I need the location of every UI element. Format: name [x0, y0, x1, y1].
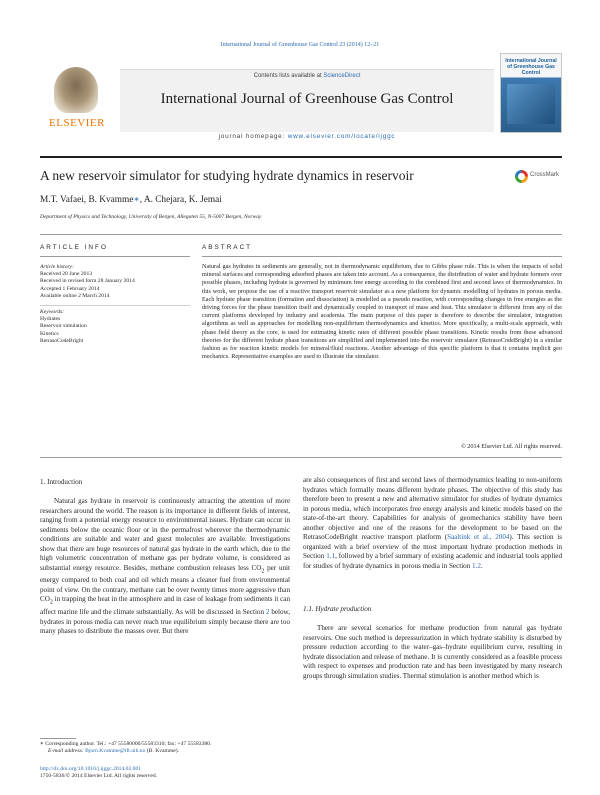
keyword: RetrasoCodeBright [40, 337, 84, 344]
journal-cover-image[interactable] [500, 53, 562, 133]
article-info-rule [40, 256, 190, 257]
running-head[interactable]: International Journal of Greenhouse Gas Control 23 (2014) 12–21 [220, 42, 380, 48]
corresponding-author-marker[interactable]: ∗ [133, 195, 140, 205]
journal-masthead [40, 53, 562, 140]
body-paragraph [303, 476, 562, 571]
subscript: 2 [261, 567, 265, 574]
footnote-rule [40, 738, 76, 739]
publication-info [40, 766, 157, 781]
history-item: Received 20 June 2013 [40, 271, 93, 278]
left-column [40, 497, 290, 637]
crossmark-badge[interactable] [515, 170, 561, 186]
sciencedirect-link[interactable]: ScienceDirect [323, 73, 361, 79]
keywords-label: Keywords: [40, 309, 65, 315]
section-ref-link[interactable]: 2 [265, 608, 270, 617]
body-paragraph [40, 497, 290, 637]
homepage-link[interactable]: www.elsevier.com/locate/ijggc [287, 133, 396, 140]
text-run: Natural gas hydrate in reservoir is continuously attracting the attention of more researchers around the world. The reason is its importance in different fields of interest, ranging from a potential energy resource to environmental issues. Hydrate can occur in sediments below the oceanic floor or in the permafrost wherever the thermodynamic conditions are suitable and water and guest molecules are available. Investigations show that there are huge resources of natural gas hydrate in the earth which, due to the high volumetric concentration of methane gas per hydrate volume, is considered as substantial energy resource. Besides, methane combustion releases less CO [40, 497, 290, 572]
text-run: . [480, 561, 483, 570]
article-info-heading: ARTICLE INFO [40, 244, 108, 251]
contents-line [120, 73, 494, 79]
cover-artwork [507, 84, 555, 124]
elsevier-tree-icon [54, 67, 98, 113]
history-label: Article history: [40, 264, 75, 270]
history-item: Available online 2 March 2014 [40, 292, 110, 299]
text-run: below, hydrates in porous media can never reach true equilibrium simply because there are too many phases to distribute the masses over. But there [40, 608, 290, 636]
section-heading: 1. Introduction [40, 478, 83, 486]
email-suffix: (B. Kvamme). [145, 748, 179, 755]
journal-homepage [120, 133, 494, 140]
affiliation: Department of Physics and Technology, University of Bergen, Allegaten 55, N-5007 Bergen, Norway [40, 214, 262, 220]
keywords [40, 309, 190, 345]
history-item: Accepted 1 February 2014 [40, 285, 100, 292]
crossmark-label: CrossMark [530, 172, 560, 178]
keyword: Reservoir simulation [40, 323, 87, 330]
text-run: are also consequences of first and second laws of thermodynamics leading to non-uniform hydrates which formally means different hydrate phases. The objective of this study has therefore been to present a new and alternative simulator for studies of hydrate dynamics in porous media, which incorporates free energy analysis and kinetic models based on the state-of-the-art theory. Capabilities for analysis of geomechanics stability have been another objective and one of the reasons for the development to be based on the RetrasoCodeBright reactive transport platform ( [303, 476, 562, 541]
cover-title: International Journal of Greenhouse Gas Control [505, 58, 557, 76]
authors-part-2: , A. Chejara, K. Jemai [139, 195, 222, 205]
text-run: per unit energy compared to both coal and oil which means a cleaner fuel from environmental point of view. On the contrary, methane can be over twenty times more aggressive than CO [40, 563, 290, 604]
authors-part-1: M.T. Vafaei, B. Kvamme [40, 195, 134, 205]
email-label: E-mail address: [48, 748, 86, 755]
text-run: ). This section is organized with a brief overview of the most important hydrate production methods in Section [303, 533, 562, 560]
masthead-banner [120, 69, 494, 140]
abstract-heading: ABSTRACT [202, 244, 253, 251]
citation-link[interactable]: Saaltink et al., 2004 [447, 533, 510, 541]
homepage-label: journal homepage: [218, 133, 286, 140]
text-run: in trapping the heat in the atmosphere and in case of leakage from sediments it can affect marine life and the climate substantially. As will be discussed in Section [40, 595, 290, 617]
subsection-heading: 1.1. Hydrate production [303, 605, 372, 613]
footnote [40, 741, 290, 756]
section-divider [40, 234, 562, 235]
keyword: Kinetics [40, 330, 59, 337]
section-ref-link[interactable]: 1.2 [472, 561, 481, 570]
info-rule [40, 305, 190, 306]
text-run: , followed by a brief summary of existing academic and industrial tools applied for studies of hydrate dynamics in porous media in Section [303, 552, 562, 570]
history-item: Received in revised form 28 January 2014 [40, 278, 135, 285]
email-link[interactable]: Bjorn.Kvamme@ift.uib.no [85, 748, 146, 755]
section-ref-link[interactable]: 1.1 [326, 552, 336, 560]
contents-prefix: Contents lists available at [253, 73, 322, 79]
body-paragraph: There are several scenarios for methane production from natural gas hydrate reservoirs. One such method is depressurization in which hydrate stability is disturbed by pressure reduction according to the water–gas–hydrate equilibrium curve, resulting in hydrate dissociation and release of methane. It is currently considered as a feasible process with respect to expenses and production rate and has been investigated by many research groups through simulation studies. Thermal stimulation is another method which is [303, 624, 562, 680]
publisher-name: ELSEVIER [49, 117, 105, 129]
keyword: Hydrates [40, 316, 61, 323]
doi-link[interactable]: http://dx.doi.org/10.1016/j.ijggc.2014.02.001 [40, 766, 142, 772]
copyright-notice: © 2014 Elsevier Ltd. All rights reserved. [461, 443, 562, 450]
abstract-end-rule [40, 457, 562, 458]
subscript: 2 [49, 599, 53, 606]
abstract-rule [202, 256, 562, 257]
issn-line: 1750-5836/© 2014 Elsevier Ltd. All rights reserved. [40, 773, 158, 780]
article-history [40, 264, 190, 300]
article-title: A new reservoir simulator for studying hydrate dynamics in reservoir [40, 168, 414, 183]
email-line [40, 748, 290, 755]
right-column-continued [303, 624, 562, 681]
corresponding-author-note: ∗ Corresponding author. Tel.: +47 55580000/55583310; fax: +47 55583380. [40, 741, 212, 747]
masthead-divider [40, 156, 562, 158]
author-list [40, 194, 222, 205]
elsevier-logo[interactable] [40, 67, 114, 133]
right-column [303, 476, 562, 571]
journal-title: International Journal of Greenhouse Gas Control [160, 91, 454, 107]
abstract-text: Natural gas hydrates in sediments are generally, not in thermodynamic equilibrium, due to Gibbs phase rule. This is when the impacts of solid mineral surfaces and corresponding adsorbed phases are taken into account. As a consequence, the distribution of water and hydrate formers over possible phases, including hydrate is governed by minimum free energy according to the combined first and second laws of thermodynamics. In this work, we propose the use of a reactive transport reservoir simulator as a new platform for dynamic modelling of hydrates in porous media. Each hydrate phase transition (formation and dissociation) is modelled as a pseudo reaction, with corresponding changes in free energies as the driving forces for the phase transition itself and dynamically coupled to transport of mass and heat. This simulator is different from any of the current platforms developed by industry and academia. The main purpose of this paper is therefore to describe the simulator, integration algorithms as well as approaches for modelling non-equilibrium thermodynamics and kinetics. More specifically, a multi-scale approach, with phase field theory as the core, is used for estimating kinetic rates of different possible phase transitions. Kinetic results from these advanced theories for the different hydrate phase transitions are simplified and implemented into the reservoir simulator (RetrasoCodeBright) in a similar fashion as for reaction kinetic models for mineral/fluid reactions. Another advantage of this specific platform is that it contains implicit geo mechanics. Representative examples are used to illustrate the simulator. [202, 263, 562, 361]
crossmark-icon [515, 170, 528, 183]
